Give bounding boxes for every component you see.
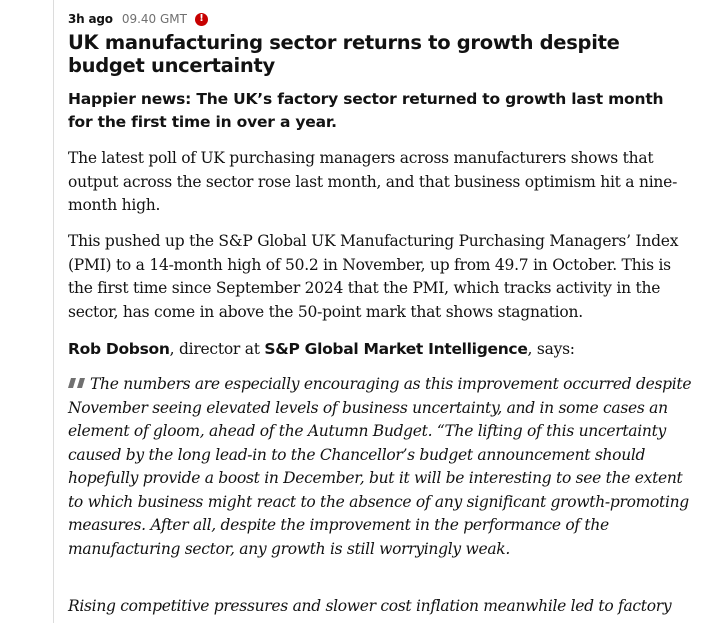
pull-quote xyxy=(68,373,693,561)
speaker-says: , says: xyxy=(527,340,575,358)
timestamp: 09.40 GMT xyxy=(121,12,187,26)
speaker-name: Rob Dobson xyxy=(68,340,170,358)
alert-icon: ! xyxy=(195,13,208,26)
speaker-org: S&P Global Market Intelligence xyxy=(264,340,528,358)
time-ago[interactable]: 3h ago xyxy=(68,12,113,26)
entry-divider xyxy=(53,0,54,623)
entry-meta xyxy=(68,10,208,28)
quote-text: The numbers are especially encouraging as this improvement occurred despite November seeing elevated levels of business uncertainty, and in some cases an element of gloom, ahead of the Autumn Budget. “The lifting of this uncertainty caused by the long lead-in to the Chancellor’s budget announcement should hopefully provide a boost in December, but it will be interesting to see the extent to which business might react to the absence of any significant growth-promoting measures. After all, despite the improvement in the performance of the manufacturing sector, any growth is still worryingly weak. xyxy=(68,375,692,558)
paragraph-5: Rising competitive pressures and slower cost inflation meanwhile led to factory xyxy=(68,597,672,615)
paragraph-2: This pushed up the S&P Global UK Manufacturing Purchasing Managers’ Index (PMI) to a 14-month high of 50.2 in November, up from 49.7 in October. This is the first time since September 2024 that the PMI, which tracks activity in the sector, has come in above the 50-point mark that shows stagnation. xyxy=(68,232,679,321)
quote-icon xyxy=(68,376,86,390)
speaker-attribution xyxy=(68,338,693,362)
entry-headline: UK manufacturing sector returns to growth despite budget uncertainty xyxy=(68,31,620,77)
paragraph-1: The latest poll of UK purchasing managers across manufacturers shows that output across the sector rose last month, and that business optimism hit a nine-month high. xyxy=(68,149,678,214)
speaker-role: , director at xyxy=(169,340,265,358)
entry-standfirst: Happier news: The UK’s factory sector returned to growth last month for the first time in over a year. xyxy=(68,90,664,131)
